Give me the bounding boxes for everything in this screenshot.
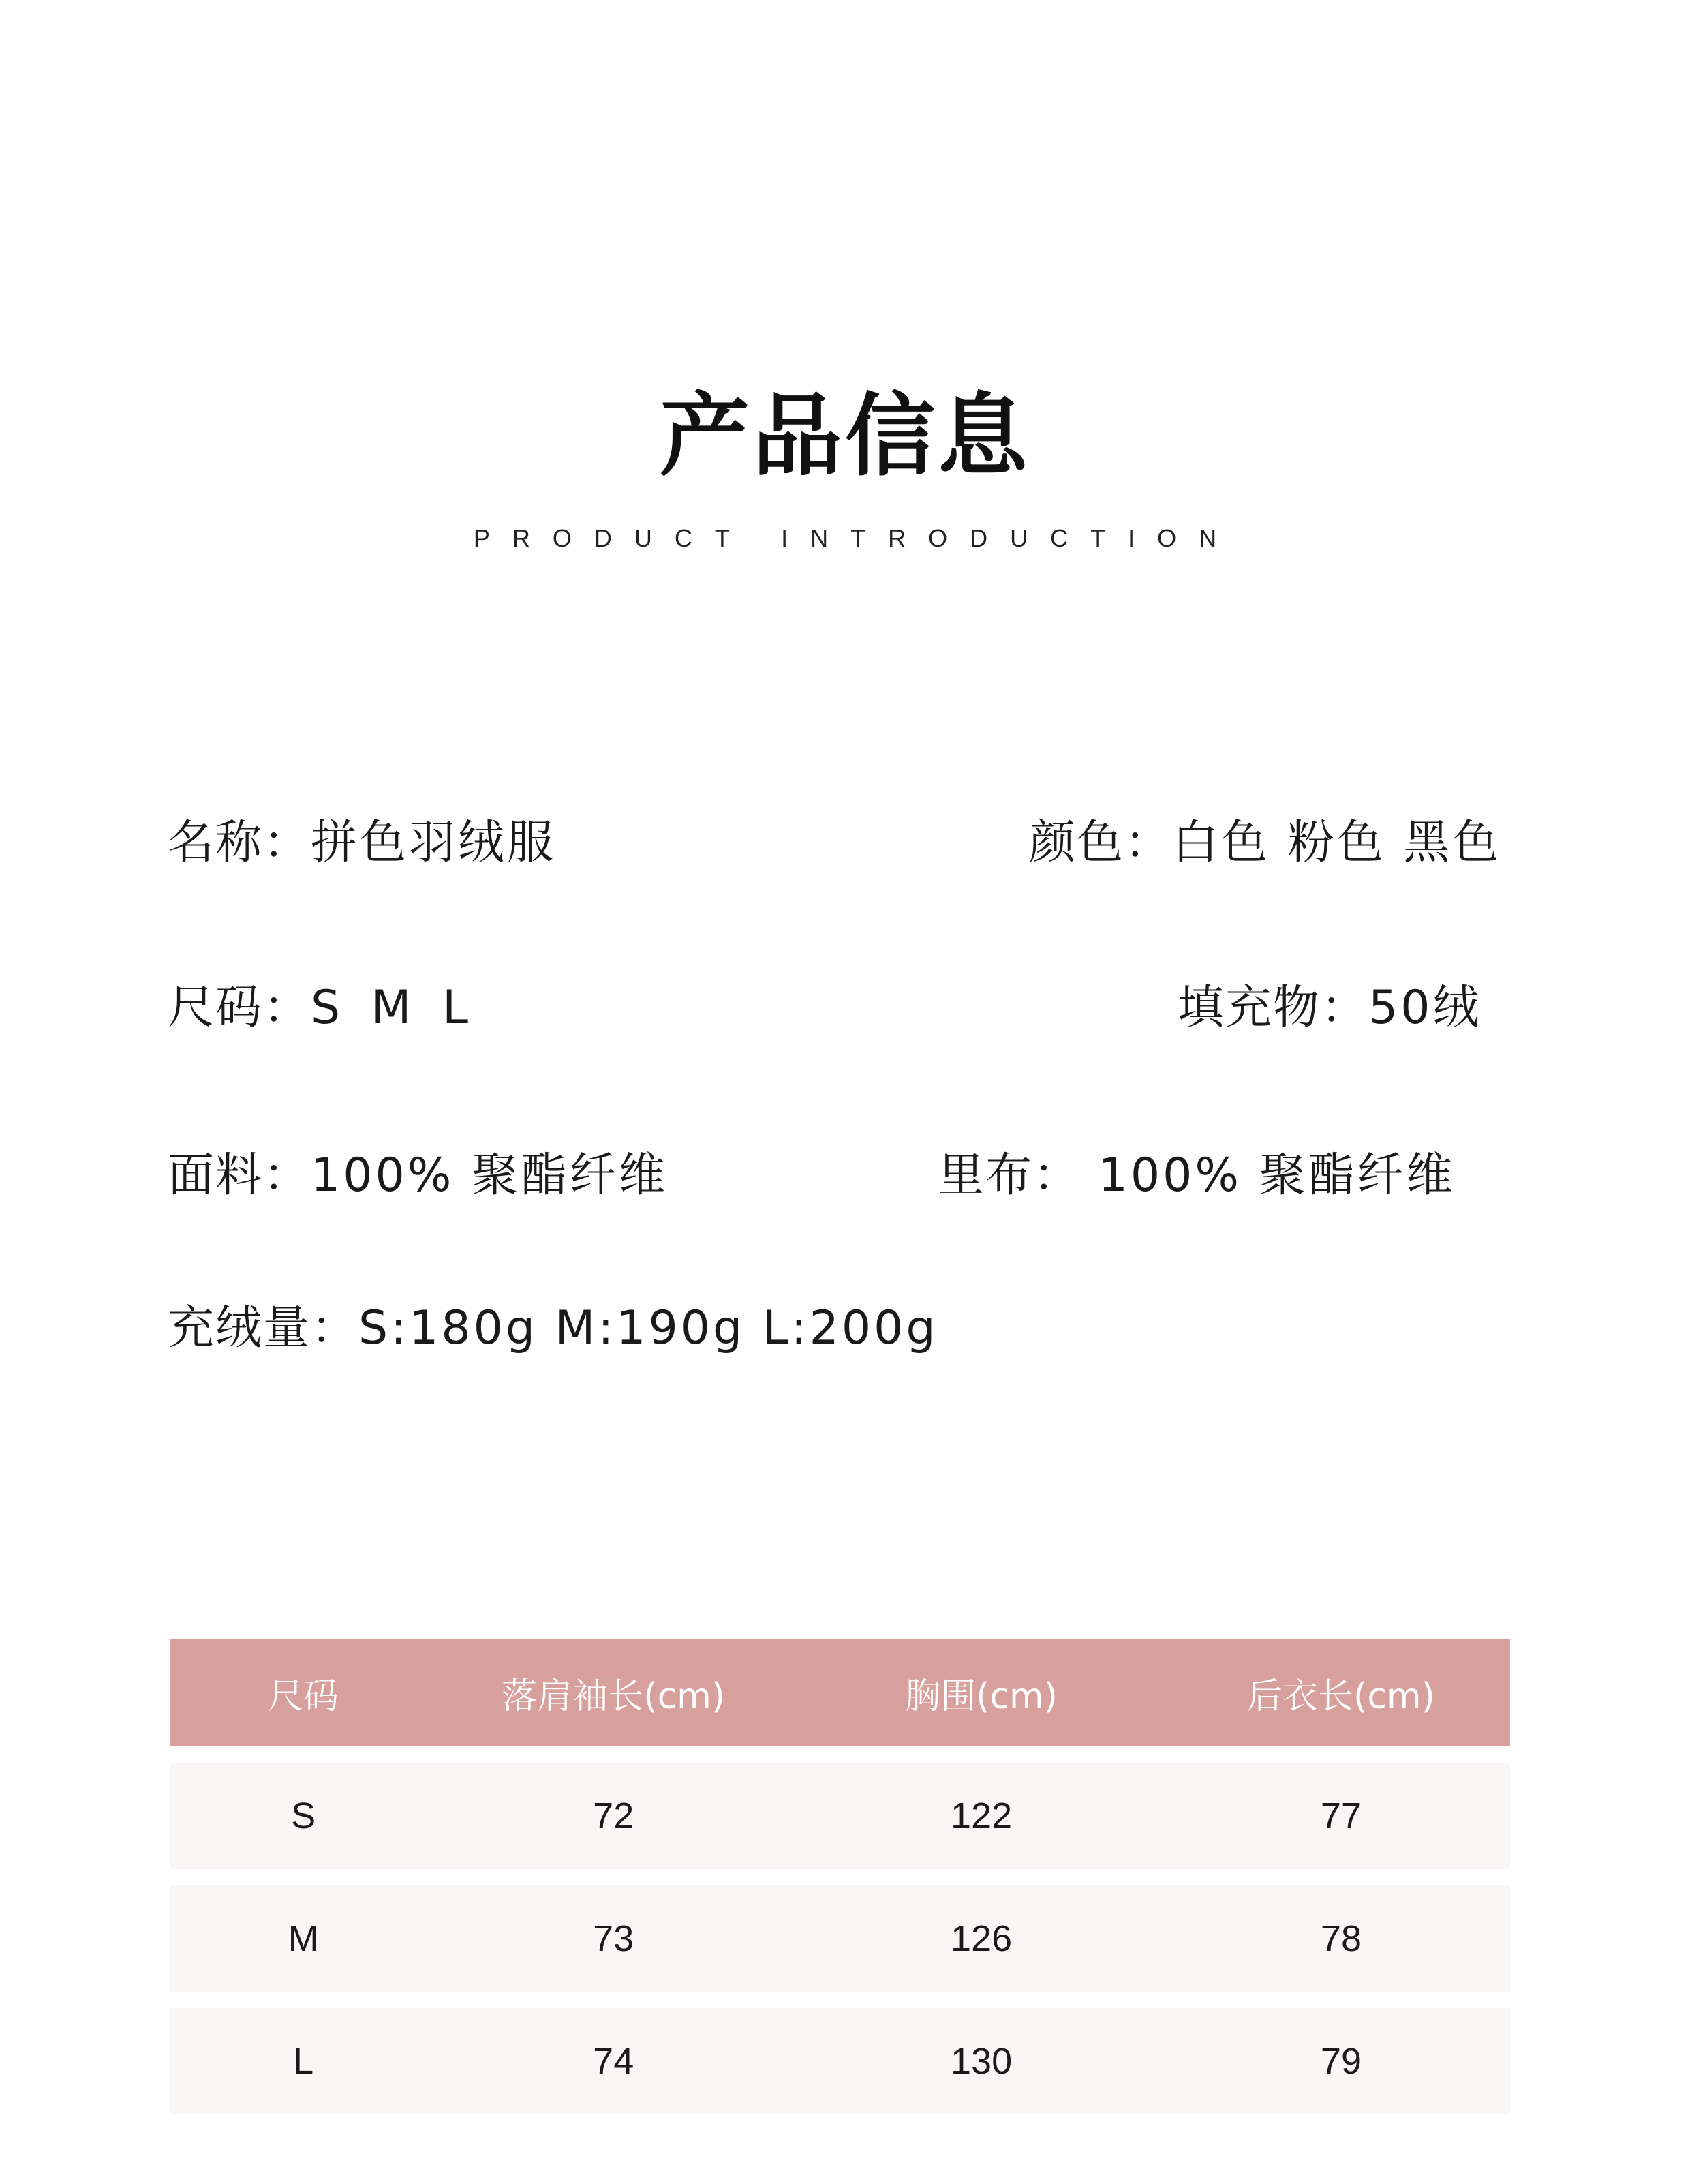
- info-lining-label: 里布：: [938, 1149, 1081, 1202]
- table-row: [170, 1885, 1510, 1992]
- size-table-header-sleeve: 落肩袖长(cm): [436, 1639, 790, 1746]
- table-row: [170, 1763, 1510, 1869]
- size-table: [170, 1622, 1510, 2131]
- info-lining: [938, 1145, 1456, 1207]
- size-table-header-row: [170, 1639, 1510, 1746]
- size-table-header-size: 尺码: [170, 1639, 436, 1746]
- info-name: [168, 813, 556, 874]
- table-cell: 130: [790, 2008, 1172, 2114]
- table-cell: 79: [1172, 2008, 1510, 2114]
- page-subtitle: PRODUCT INTRODUCTION: [473, 524, 1240, 552]
- info-fill-amount-value: S:180g M:190g L:200g: [358, 1301, 938, 1355]
- size-table-header-chest: 胸围(cm): [790, 1639, 1172, 1746]
- table-cell: 73: [436, 1885, 790, 1992]
- info-size-label: 尺码：: [168, 981, 311, 1035]
- info-name-value: 拼色羽绒服: [311, 816, 557, 870]
- table-cell: 74: [436, 2008, 790, 2114]
- info-fabric-label: 面料：: [168, 1149, 311, 1202]
- table-row: [170, 2008, 1510, 2114]
- info-lining-value: 100% 聚酯纤维: [1081, 1149, 1456, 1202]
- info-size: [168, 977, 476, 1039]
- info-filling-value: 50绒: [1368, 981, 1482, 1035]
- info-fill-amount: [168, 1298, 938, 1359]
- table-cell: S: [170, 1763, 436, 1869]
- table-cell: 126: [790, 1885, 1172, 1992]
- info-fabric-value: 100% 聚酯纤维: [311, 1149, 669, 1202]
- info-fabric: [168, 1145, 668, 1207]
- info-color-label: 颜色：: [1029, 816, 1173, 870]
- info-size-value: S M L: [311, 981, 476, 1035]
- table-cell: 78: [1172, 1885, 1510, 1992]
- table-cell: 122: [790, 1763, 1172, 1869]
- page-title: 产品信息: [660, 384, 1030, 489]
- info-filling: [1178, 977, 1482, 1039]
- info-color: [1029, 813, 1501, 874]
- info-filling-label: 填充物：: [1178, 981, 1369, 1035]
- info-name-label: 名称：: [168, 816, 311, 870]
- table-cell: 72: [436, 1763, 790, 1869]
- size-table-header-length: 后衣长(cm): [1172, 1639, 1510, 1746]
- table-cell: L: [170, 2008, 436, 2114]
- info-color-value: 白色 粉色 黑色: [1172, 816, 1502, 870]
- table-cell: 77: [1172, 1763, 1510, 1869]
- table-cell: M: [170, 1885, 436, 1992]
- info-fill-amount-label: 充绒量：: [168, 1301, 359, 1355]
